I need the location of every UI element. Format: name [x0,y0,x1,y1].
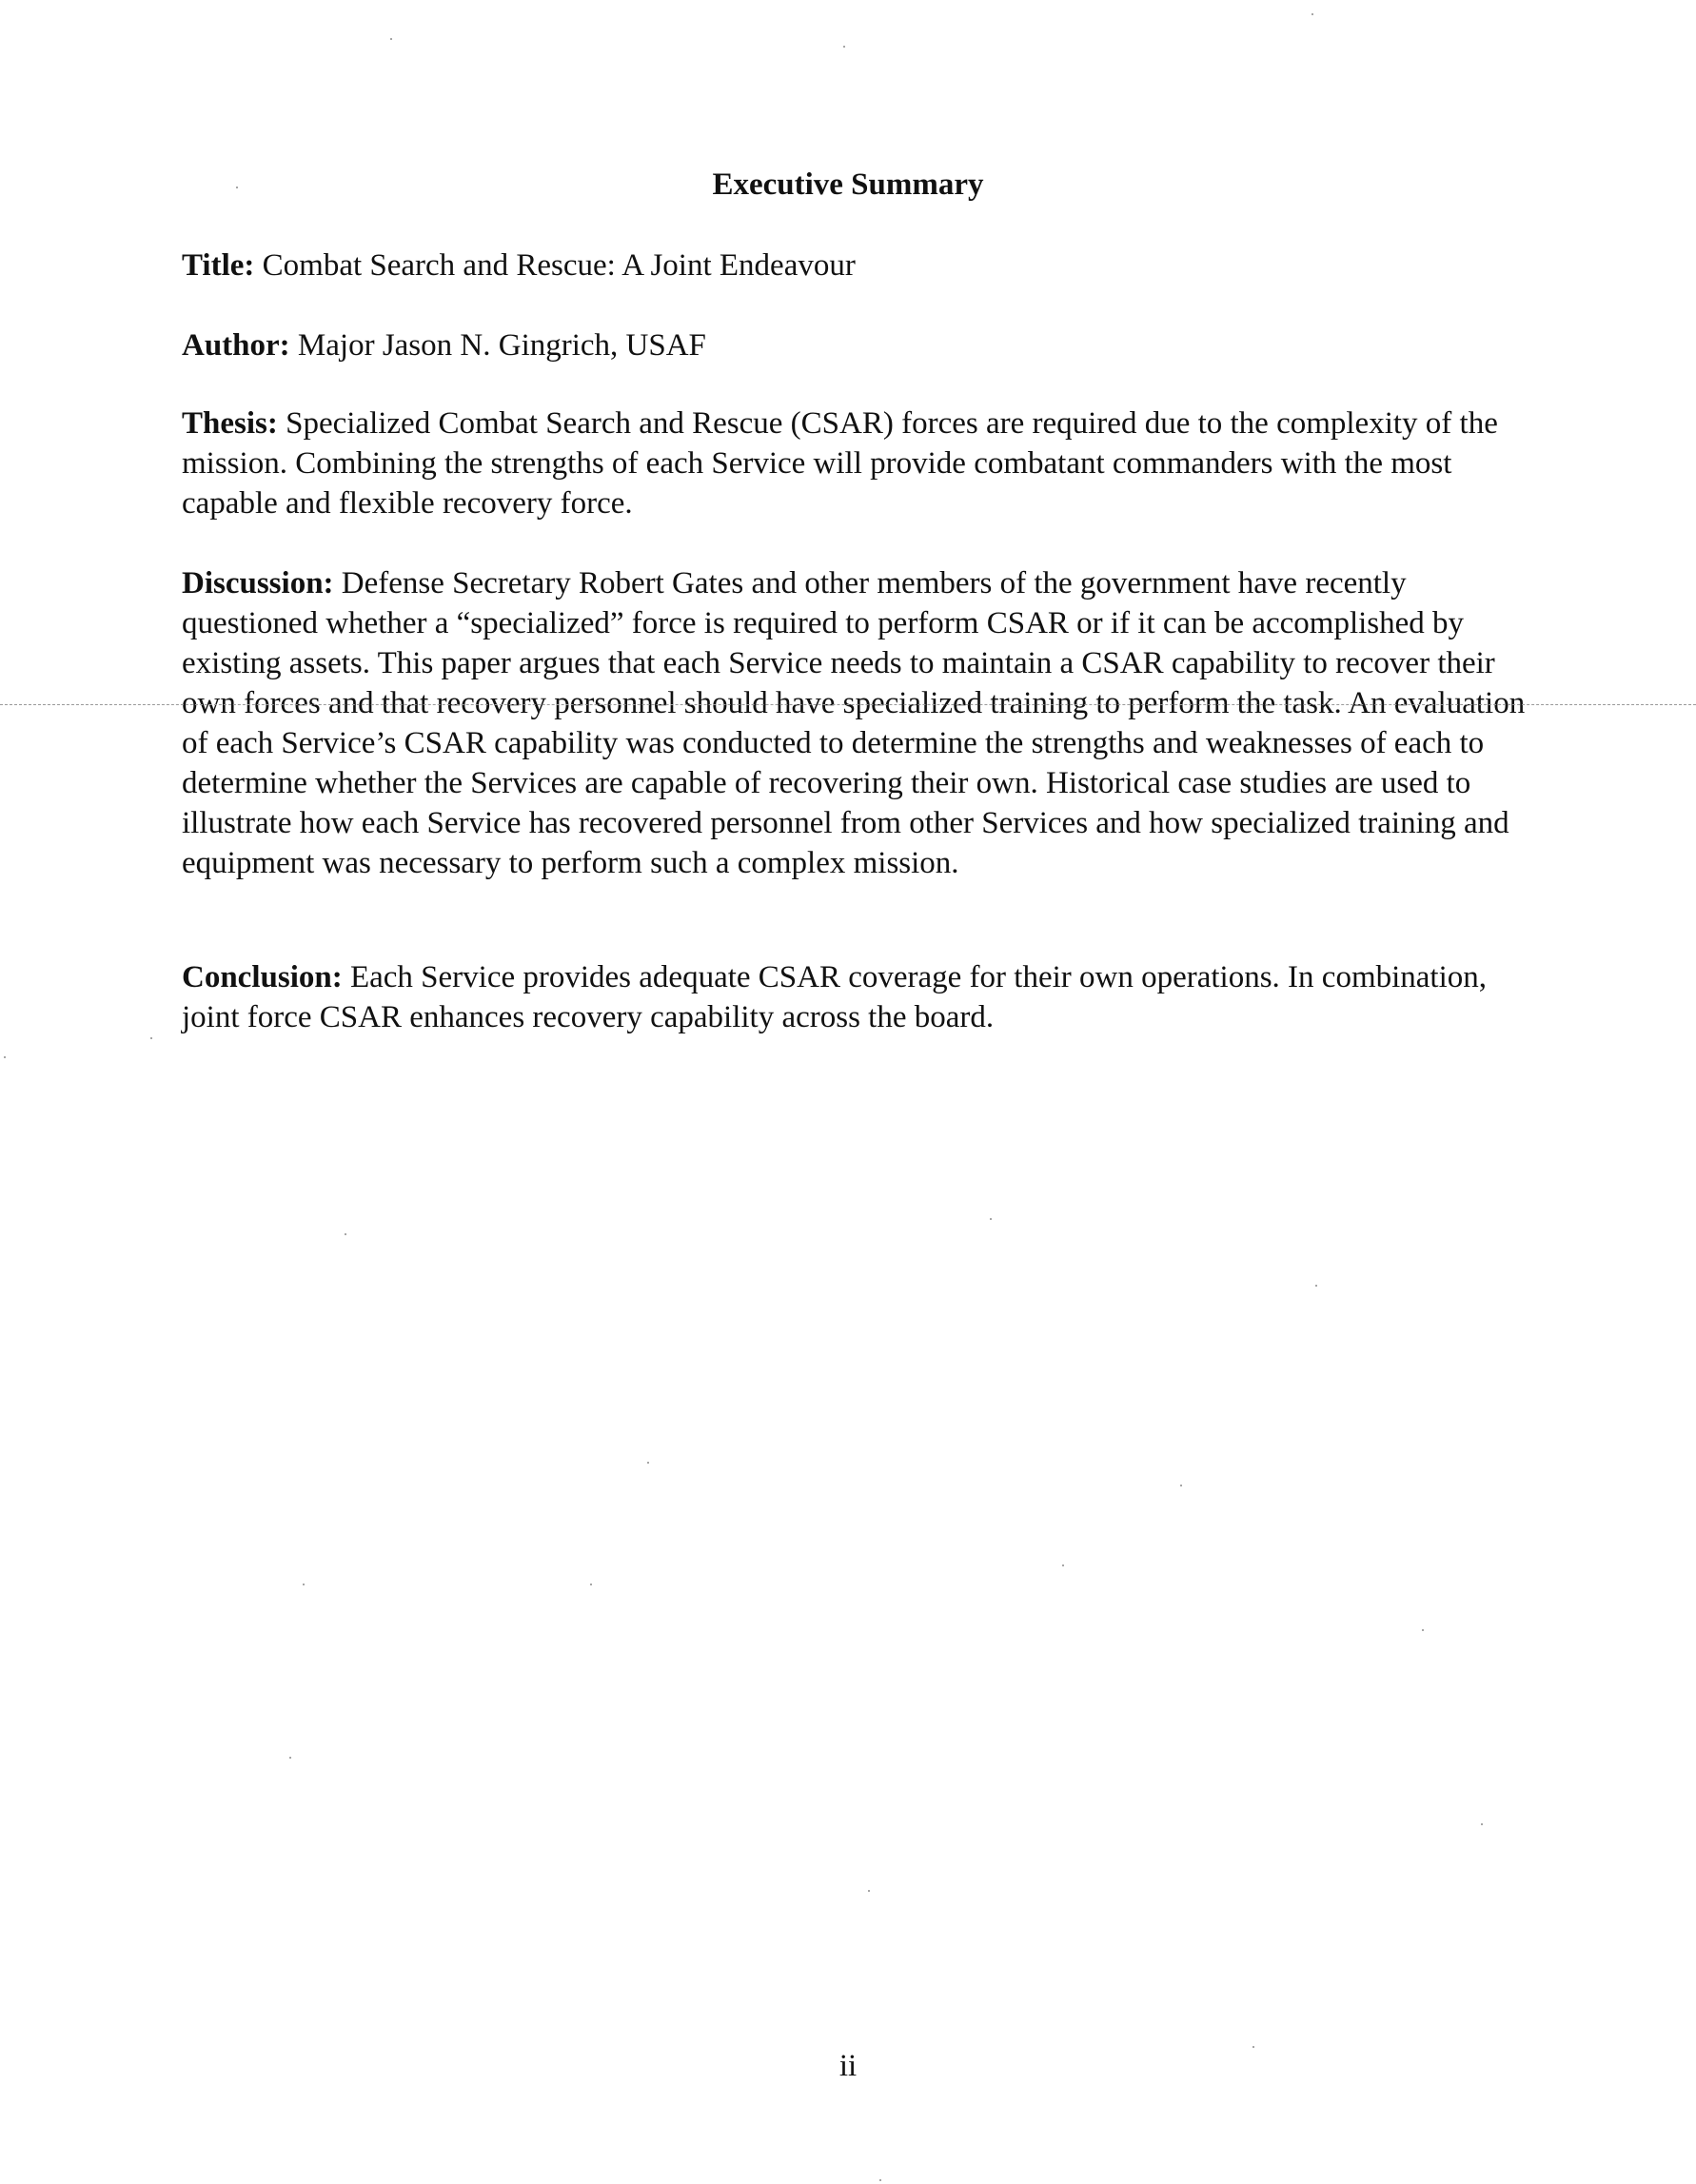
scan-speck [390,38,392,40]
scan-speck [1481,1823,1483,1825]
author-field [182,325,1533,365]
title-text: Combat Search and Rescue: A Joint Endeavour [262,248,856,283]
scan-speck [879,2179,881,2181]
conclusion-field [182,957,1533,1037]
scan-artifact-line [0,704,1696,705]
conclusion-text: Each Service provides adequate CSAR coverage for their own operations. In combination, joint force CSAR enhances recovery capability across the board. [182,960,1488,1034]
scan-speck [843,46,845,48]
discussion-text: Defense Secretary Robert Gates and other members of the government have recently questioned whether a “specialized” force is required to perform CSAR or if it can be accomplished by existing assets. This paper argues that each Service needs to maintain a CSAR capability to recover their own forces and that recovery personnel should have specialized training to perform the task. An evaluation of each Service’s CSAR capability was conducted to determine the strengths and weaknesses of each to determine whether the Services are capable of recovering their own. Historical case studies are used to illustrate how each Service has recovered personnel from other Services and how specialized training and equipment was necessary to perform such a complex mission. [182,566,1526,880]
conclusion-label: Conclusion: [182,960,343,994]
scan-speck [1180,1485,1182,1486]
thesis-text: Specialized Combat Search and Rescue (CSAR) forces are required due to the complexity of the mission. Combining the strengths of each Service will provide combatant commanders with the most capable and flexible recovery force. [182,406,1498,521]
scan-speck [990,1218,992,1220]
section-heading: Executive Summary [712,167,984,202]
author-text: Major Jason N. Gingrich, USAF [297,328,706,363]
scan-speck [868,1890,870,1892]
scan-speck [345,1233,346,1235]
scan-speck [1062,1564,1064,1566]
scan-speck [289,1757,291,1759]
scan-speck [236,187,238,188]
scan-speck [303,1584,305,1585]
title-field [182,246,1533,285]
scan-speck [590,1584,592,1585]
scan-speck [1311,13,1313,15]
scan-speck [4,1056,6,1058]
thesis-label: Thesis: [182,406,278,441]
discussion-label: Discussion: [182,566,334,600]
author-label: Author: [182,328,290,363]
discussion-field [182,563,1533,883]
scan-speck [150,1037,152,1039]
title-label: Title: [182,248,255,283]
scan-speck [1252,2046,1254,2048]
scan-speck [647,1462,649,1464]
scan-speck [1315,1285,1317,1287]
scan-speck [1422,1629,1424,1631]
thesis-field [182,403,1533,523]
page-number: ii [838,2049,858,2083]
